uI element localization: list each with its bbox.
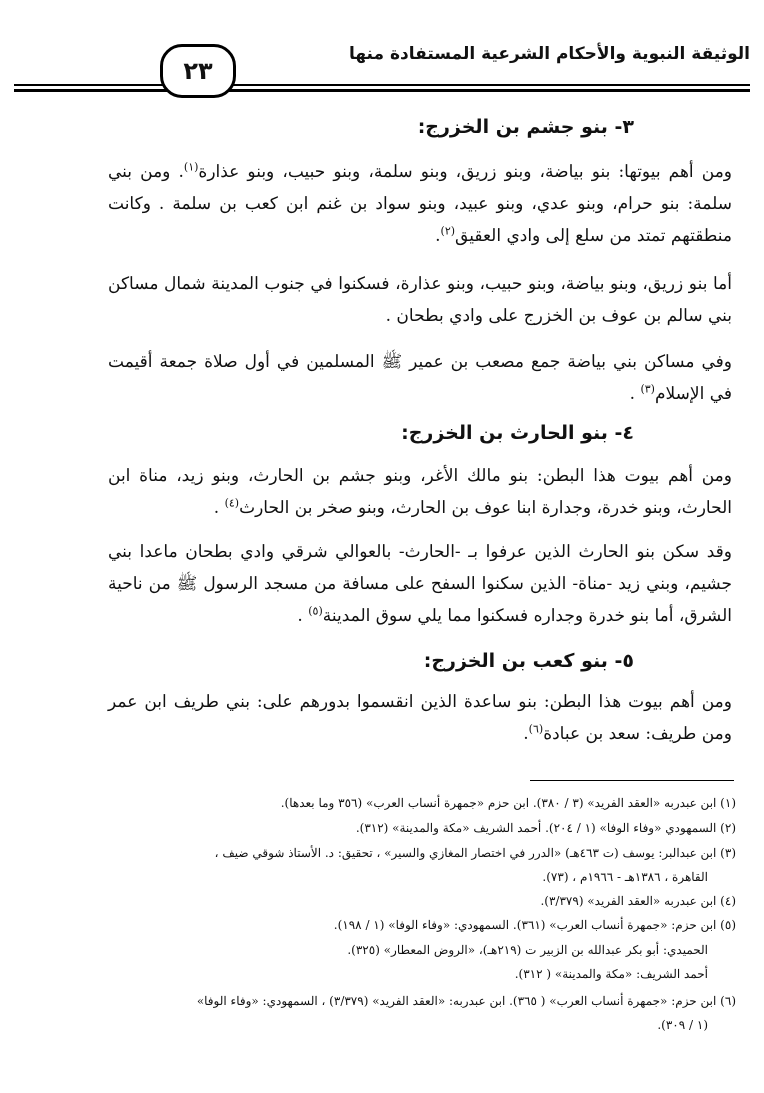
paragraph-text: ومن أهم بيوت هذا البطن: بنو مالك الأغر، وبنو جشم بن الحارث، وبنو زيد، مناة ابن الحارث، وبنو خدرة، وجدارة ابنا عوف بن الحارث، وبنو صخر بن الحارث [108,466,732,518]
footnote-ref[interactable]: (١) [183,160,199,174]
footnote-ref[interactable]: (٥) [308,604,323,618]
paragraph-text: . [435,226,441,246]
footnote-2: (٢) السمهودي «وفاء الوفا» (١ / ٢٠٤). أحمد الشريف «مكة والمدينة» (٣١٢). [355,821,736,835]
footnote-ref[interactable]: (٦) [528,722,544,736]
paragraph-text: أما بنو زريق، وبنو بياضة، وبنو حبيب، وبنو عذارة، فسكنوا في جنوب المدينة شمال مساكن بني سالم بن عوف بن الخزرج على وادي بطحان . [108,274,732,326]
paragraph-text: وفي مساكن بني بياضة جمع مصعب بن عمير ﷺ المسلمين في أول صلاة جمعة أقيمت في الإسلام [108,352,732,404]
paragraph-text: . [297,606,309,626]
paragraph [108,346,732,410]
paragraph [108,156,732,252]
footnote-3: (٣) ابن عبدالبر: يوسف (ت ٤٦٣هـ) «الدرر في اختصار المغازي والسير» ، تحقيق: د. الأستاذ شوقي ضيف ، [214,846,736,860]
header-rule [14,84,750,86]
footnote-5: (٥) ابن حزم: «جمهرة أنساب العرب» (٣٦١). السمهودي: «وفاء الوفا» (١ / ١٩٨). [333,918,736,932]
paragraph-text: ومن أهم بيوت هذا البطن: بنو ساعدة الذين انقسموا بدورهم على: بني طريف ابن عمر ومن طريف: سعد بن عبادة [108,692,732,744]
paragraph-text: . ومن بني سلمة: بنو حرام، وبنو عدي، وبنو عبيد، وبنو سواد بن غنم ابن كعب بن سلمة . وكانت منطقتهم تمتد من سلع إلى وادي العقيق [108,162,732,246]
section-heading-5: ٥- بنو كعب بن الخزرج: [423,650,634,672]
section-heading-4: ٤- بنو الحارث بن الخزرج: [401,422,634,444]
header-rule-thick [14,89,750,92]
paragraph-text: . [213,498,225,518]
paragraph-text: ومن أهم بيوتها: بنو بياضة، وبنو زريق، وبنو سلمة، وبنو حبيب، وبنو عذارة [198,162,733,182]
footnote-4: (٤) ابن عبدربه «العقد الفريد» (٣/٣٧٩). [540,894,736,908]
footnote-3-cont: القاهرة ، ١٣٨٦هـ - ١٩٦٦م ، (٧٣). [542,870,708,884]
paragraph [108,536,732,632]
page-number: ٢٣ [160,44,236,98]
section-heading-3: ٣- بنو جشم بن الخزرج: [417,116,634,138]
footnote-ref[interactable]: (٤) [224,496,240,510]
paragraph [108,460,732,524]
footnote-5-cont: أحمد الشريف: «مكة والمدينة» ( ٣١٢). [514,967,708,981]
running-title: الوثيقة النبوية والأحكام الشرعية المستفادة منها [348,44,750,64]
footnote-ref[interactable]: (٣) [640,382,655,396]
footnote-separator [530,780,734,781]
paragraph-text: . [523,724,529,744]
footnote-5-cont: الحميدي: أبو بكر عبدالله بن الزبير ت (٢١٩هـ)، «الروض المعطار» (٣٢٥). [347,943,708,957]
footnote-ref[interactable]: (٢) [440,224,456,238]
paragraph-text: . [629,384,641,404]
footnote-1: (١) ابن عبدربه «العقد الفريد» (٣ / ٣٨٠). ابن حزم «جمهرة أنساب العرب» (٣٥٦ وما بعدها). [280,796,736,810]
footnote-6-cont: (١ / ٣٠٩). [657,1018,708,1032]
footnote-6: (٦) ابن حزم: «جمهرة أنساب العرب» ( ٣٦٥). ابن عبدربه: «العقد الفريد» (٣/٣٧٩) ، السمهودي: «وفاء الوفا» [196,994,736,1008]
paragraph-text: وقد سكن بنو الحارث الذين عرفوا بـ -الحارث- بالعوالي شرقي وادي بطحان ماعدا بني جشيم، وبني زيد -مناة- الذين سكنوا السفح على مسافة من مسجد الرسول ﷺ من ناحية الشرق، أما بنو خدرة وجداره فسكنوا مما يلي سوق المدينة [108,542,732,626]
paragraph [108,686,732,750]
paragraph [108,268,732,332]
